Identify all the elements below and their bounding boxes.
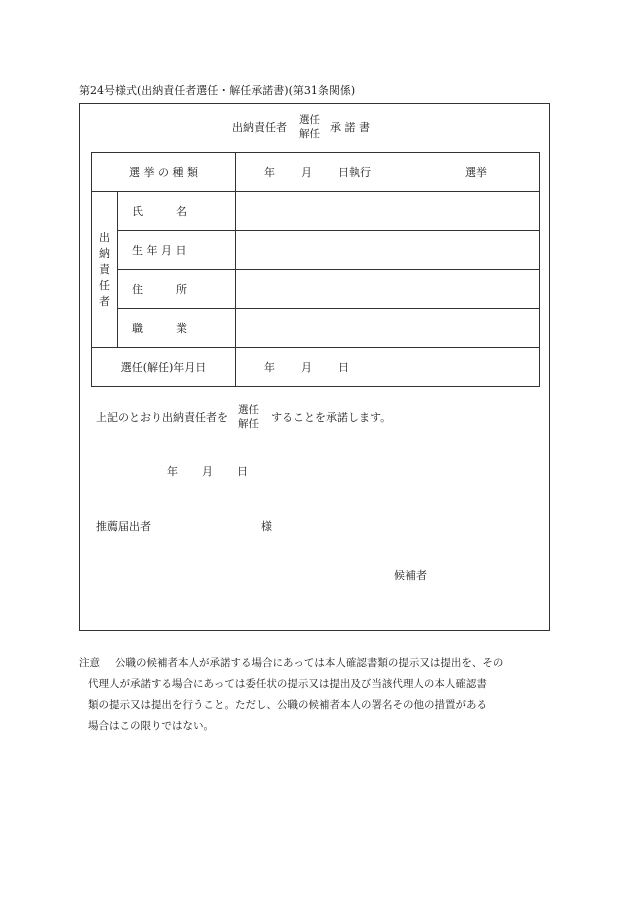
consent-option-appoint: 選任 [238,404,259,416]
election-day-exec: 日執行 [338,166,371,179]
birthdate-field[interactable] [236,231,540,270]
row-label-occupation [118,309,236,348]
appointment-date-row [92,348,540,387]
row-label-address [118,270,236,309]
appointment-month: 月 [301,361,312,374]
date-day: 日 [237,465,248,478]
info-table [91,152,540,387]
recipient-honorific: 様 [261,520,272,533]
election-type-field[interactable] [236,153,540,192]
consent-option-dismiss: 解任 [238,418,259,430]
name-label: 氏 名 [132,205,187,218]
form-title [232,113,370,141]
title-option-dismiss: 解任 [299,128,320,140]
address-field[interactable] [236,270,540,309]
occupation-field[interactable] [236,309,540,348]
occupation-label: 職 業 [132,322,187,335]
table-row [92,231,540,270]
election-month: 月 [301,166,312,179]
row-label-name [118,192,236,231]
table-row [92,192,540,231]
candidate-label: 候補者 [394,569,427,582]
consent-prefix: 上記のとおり出納責任者を [96,411,228,424]
election-year: 年 [264,166,275,179]
appointment-date-label: 選任(解任)年月日 [92,348,236,387]
consent-statement [96,403,391,431]
address-label: 住 所 [132,283,187,296]
note-line-1: 公職の候補者本人が承諾する場合にあっては本人確認書類の提示又は提出を、その [115,657,504,669]
appointment-date-field[interactable] [236,348,540,387]
recipient-label: 推薦届出者 [96,520,151,533]
title-option-appoint: 選任 [299,114,320,126]
election-suffix: 選挙 [465,166,487,179]
treasurer-group-text: 出納責任者 [99,230,110,308]
election-type-label: 選 挙 の 種 類 [92,153,236,192]
treasurer-group-label [92,192,118,348]
name-field[interactable] [236,192,540,231]
title-suffix: 承 諾 書 [330,121,370,134]
consent-option-stack [238,403,259,431]
date-month: 月 [202,465,213,478]
appointment-day: 日 [338,361,349,374]
row-label-birthdate [118,231,236,270]
note-line-4: 場合はこの限りではない。 [88,720,214,732]
title-option-stack [299,113,320,141]
note-line-2: 代理人が承諾する場合にあっては委任状の提示又は提出及び当該代理人の本人確認書 [88,678,487,690]
election-type-row [92,153,540,192]
table-row [92,270,540,309]
note-line-3: 類の提示又は提出を行うこと。ただし、公職の候補者本人の署名その他の措置がある [88,699,487,711]
date-year: 年 [167,465,178,478]
table-row [92,309,540,348]
note-label: 注意 [79,657,100,669]
consent-suffix: することを承諾します。 [271,411,392,424]
appointment-year: 年 [264,361,275,374]
form-header: 第24号様式(出納責任者選任・解任承諾書)(第31条関係) [79,84,356,97]
birthdate-label: 生 年 月 日 [132,244,187,257]
title-prefix: 出納責任者 [232,121,287,134]
